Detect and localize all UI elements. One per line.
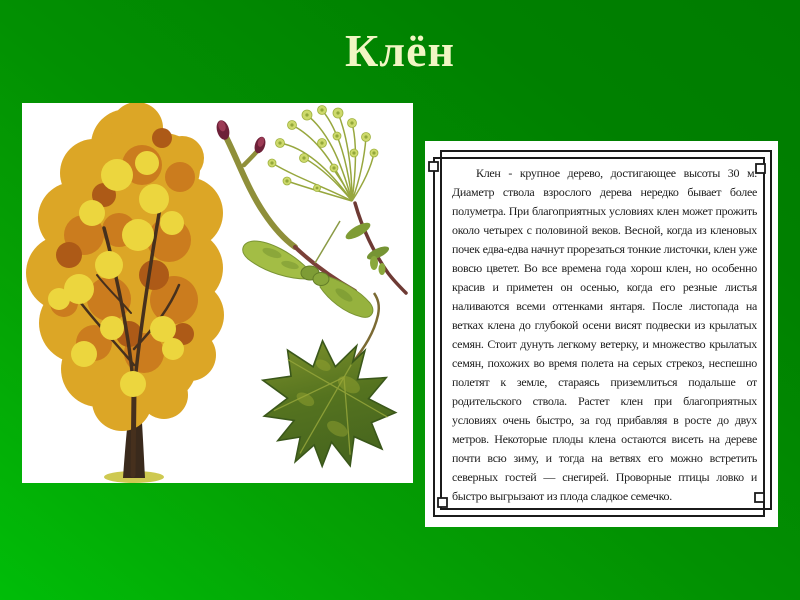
frame-corner-square	[429, 162, 438, 171]
slide-title: Клён	[344, 25, 456, 76]
image-panel	[22, 103, 413, 483]
maple-leaf-illustration	[236, 293, 413, 483]
frame-corner-square	[438, 498, 447, 507]
text-panel	[425, 141, 778, 527]
tree-illustration	[26, 103, 224, 483]
maple-description-text: Клен - крупное дерево, достигающее высоты 30 м. Диаметр ствола взрослого дерева нередко бывает более полуметра. При благоприятных условиях клен может прожить около четырех с половиной веков. Весной, когда из кленовых почек едва-едва начнут прорезаться тонкие листочки, клен уже вовсю цветет. Во все времена года хорош клен, но особенно красив и приметен он осенью, когда его резные листья наливаются всеми оттенками янтаря. После листопада на ветках клена до глубокой осени висят подвески из крылатых семян. Стоит дунуть легкому ветерку, и множество крылатых семян, похожих во время полета на серых стрекоз, неспешно полетят к земле, стараясь приземлиться подальше от родительского ствола. Растет клен при благоприятных условиях очень быстро, за год прибавляя в росте до двух метров. Некоторые плоды клена остаются висеть на дереве почти всю зиму, и тогда на ветвях его можно встретить северных гостей — снегирей. Проворные птицы ловко и быстро выгрызают из плода сладкое семечко.	[452, 166, 757, 503]
frame-corner-square	[756, 164, 765, 173]
maple-illustration	[22, 103, 413, 483]
